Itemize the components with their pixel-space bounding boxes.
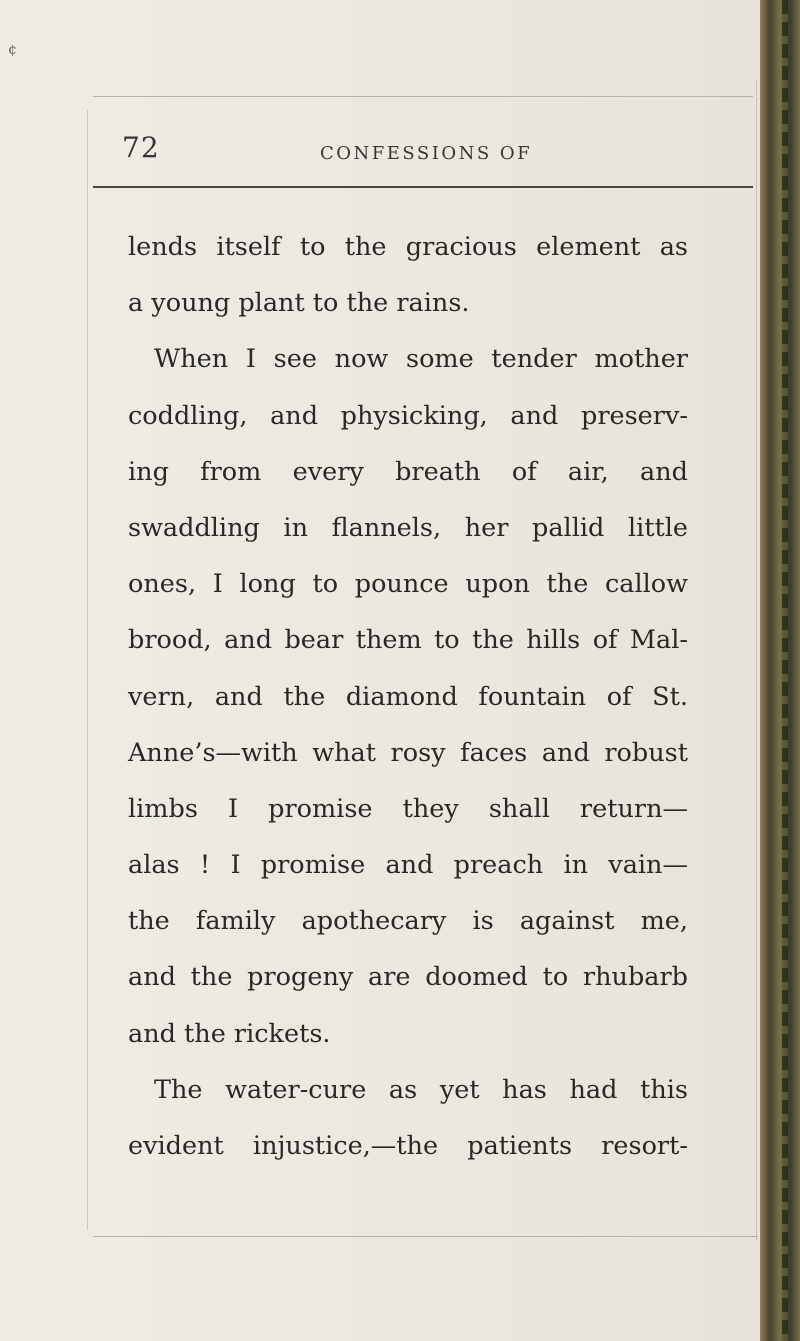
- right-margin-rule: [756, 80, 757, 1240]
- text-line: vern, and the diamond fountain of St.: [128, 681, 688, 712]
- text-line: lends itself to the gracious element as: [128, 232, 688, 262]
- body-text: [128, 219, 688, 1174]
- text-line: and the rickets.: [128, 1018, 331, 1049]
- text-line: When I see now some tender mother: [154, 344, 688, 375]
- corner-mark: ¢: [8, 42, 17, 58]
- text-line: swaddling in flannels, her pallid little: [128, 512, 688, 543]
- text-line: a young plant to the rains.: [128, 288, 470, 319]
- book-binding-edge: [760, 0, 800, 1341]
- page-number: 72: [122, 131, 160, 164]
- text-line: ones, I long to pounce upon the callow: [128, 569, 688, 600]
- left-margin-rule: [87, 110, 88, 1230]
- text-line: ing from every breath of air, and: [128, 456, 688, 487]
- text-line: brood, and bear them to the hills of Mal-: [128, 625, 688, 656]
- text-line: alas ! I promise and preach in vain—: [128, 850, 688, 881]
- top-rule: [93, 96, 753, 97]
- header-rule: [93, 186, 753, 188]
- text-line: coddling, and physicking, and preserv-: [128, 400, 688, 431]
- text-line: and the progeny are doomed to rhubarb: [128, 962, 688, 993]
- text-line: limbs I promise they shall return—: [128, 793, 688, 824]
- text-line: the family apothecary is against me,: [128, 906, 688, 937]
- text-line: Anne’s—with what rosy faces and robust: [128, 737, 688, 768]
- running-head: CONFESSIONS OF: [320, 143, 533, 164]
- bottom-rule: [93, 1236, 758, 1237]
- text-line: The water-cure as yet has had this: [154, 1074, 688, 1105]
- binding-stitch-strip: [782, 0, 788, 1341]
- text-line: evident injustice,—the patients resort-: [128, 1131, 688, 1161]
